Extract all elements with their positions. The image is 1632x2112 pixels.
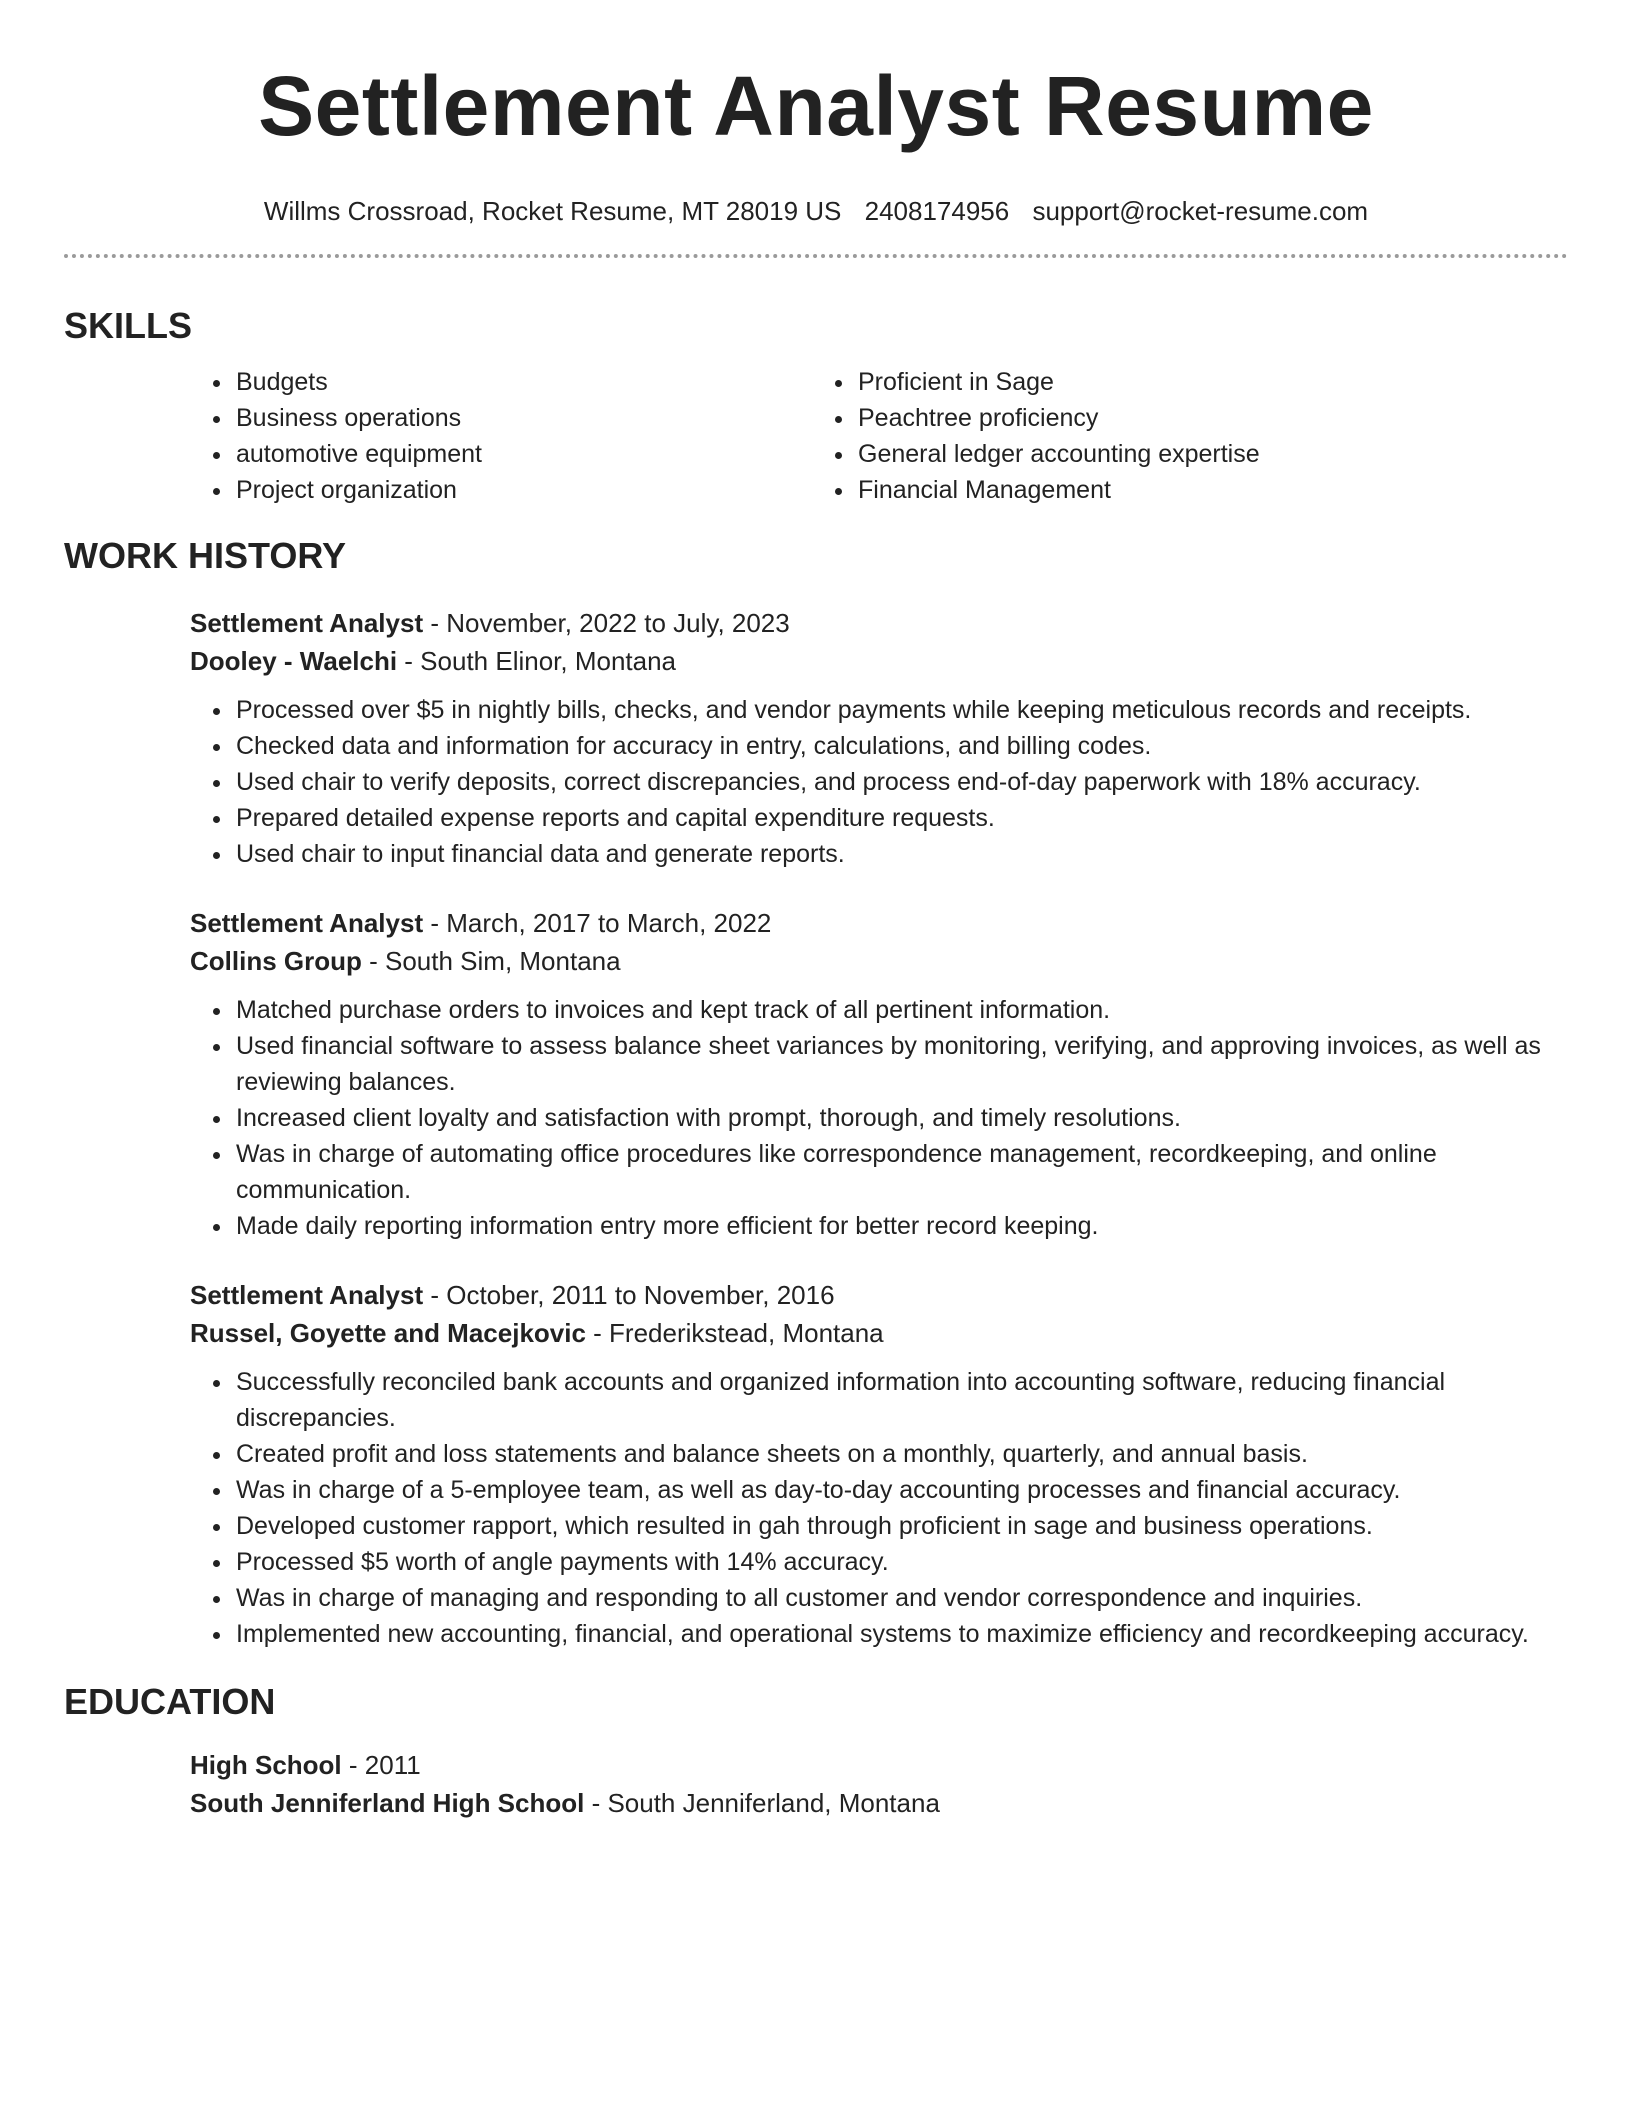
job-title-line: [190, 1276, 1568, 1314]
job-company-line: [190, 942, 1568, 980]
job-bullets: [190, 992, 1568, 1244]
education-degree-line: [190, 1746, 1568, 1784]
job-entry: [190, 1276, 1568, 1652]
job-company-line: [190, 1314, 1568, 1352]
contact-line: [64, 194, 1568, 228]
list-item: • Was in charge of automating office procedures like correspondence management, recordkeeping, and online communication.: [234, 1136, 1568, 1208]
job-title: Settlement Analyst: [190, 908, 424, 938]
contact-phone: 2408174956: [864, 196, 1010, 226]
skill-item: • automotive equipment: [234, 436, 816, 472]
list-item: • Checked data and information for accuracy in entry, calculations, and billing codes.: [234, 728, 1568, 764]
job-company: Collins Group: [190, 946, 362, 976]
list-item: • Used financial software to assess balance sheet variances by monitoring, verifying, and approving invoices, as well as reviewing balances.: [234, 1028, 1568, 1100]
page-title: Settlement Analyst Resume: [258, 59, 1374, 153]
skills-list: [64, 364, 1568, 508]
job-entry: [190, 604, 1568, 872]
job-dates: - October, 2011 to November, 2016: [423, 1280, 835, 1310]
education-location: - South Jenniferland, Montana: [584, 1788, 940, 1818]
job-bullets: [190, 692, 1568, 872]
list-item: • Successfully reconciled bank accounts and organized information into accounting software, reducing financial discrepancies.: [234, 1364, 1568, 1436]
education-school: South Jenniferland High School: [190, 1788, 585, 1818]
job-location: - Frederikstead, Montana: [585, 1318, 884, 1348]
job-title: Settlement Analyst: [190, 608, 424, 638]
contact-address: Willms Crossroad, Rocket Resume, MT 28019 US: [263, 196, 842, 226]
list-item: • Prepared detailed expense reports and capital expenditure requests.: [234, 800, 1568, 836]
skills-column-left: [64, 364, 816, 508]
list-item: • Created profit and loss statements and balance sheets on a monthly, quarterly, and annual basis.: [234, 1436, 1568, 1472]
list-item: • Used chair to input financial data and generate reports.: [234, 836, 1568, 872]
skill-item: • Budgets: [234, 364, 816, 400]
job-company-line: [190, 642, 1568, 680]
skill-item: • Proficient in Sage: [856, 364, 1568, 400]
education-school-line: [190, 1784, 1568, 1822]
skills-heading: SKILLS: [64, 305, 193, 346]
list-item: • Was in charge of managing and responding to all customer and vendor correspondence and inquiries.: [234, 1580, 1568, 1616]
job-company: Dooley - Waelchi: [190, 646, 398, 676]
list-item: • Processed over $5 in nightly bills, checks, and vendor payments while keeping meticulous records and receipts.: [234, 692, 1568, 728]
list-item: • Made daily reporting information entry more efficient for better record keeping.: [234, 1208, 1568, 1244]
skill-item: • Project organization: [234, 472, 816, 508]
work-history-heading: WORK HISTORY: [64, 535, 347, 576]
job-company: Russel, Goyette and Macejkovic: [190, 1318, 586, 1348]
list-item: • Used chair to verify deposits, correct discrepancies, and process end-of-day paperwork with 18% accuracy.: [234, 764, 1568, 800]
list-item: • Processed $5 worth of angle payments with 14% accuracy.: [234, 1544, 1568, 1580]
education-entry: [190, 1746, 1568, 1822]
job-title: Settlement Analyst: [190, 1280, 424, 1310]
list-item: • Developed customer rapport, which resulted in gah through proficient in sage and business operations.: [234, 1508, 1568, 1544]
job-bullets: [190, 1364, 1568, 1652]
job-dates: - March, 2017 to March, 2022: [423, 908, 772, 938]
job-title-line: [190, 604, 1568, 642]
list-item: • Implemented new accounting, financial, and operational systems to maximize efficiency and recordkeeping accuracy.: [234, 1616, 1568, 1652]
skill-item: • Business operations: [234, 400, 816, 436]
skill-item: • Peachtree proficiency: [856, 400, 1568, 436]
list-item: • Was in charge of a 5-employee team, as well as day-to-day accounting processes and financial accuracy.: [234, 1472, 1568, 1508]
job-dates: - November, 2022 to July, 2023: [423, 608, 790, 638]
skills-column-right: [816, 364, 1568, 508]
skill-item: • Financial Management: [856, 472, 1568, 508]
job-location: - South Elinor, Montana: [397, 646, 677, 676]
skill-item: • General ledger accounting expertise: [856, 436, 1568, 472]
job-location: - South Sim, Montana: [361, 946, 621, 976]
education-year: - 2011: [341, 1750, 421, 1780]
job-entry: [190, 904, 1568, 1244]
education-heading: EDUCATION: [64, 1681, 276, 1722]
job-title-line: [190, 904, 1568, 942]
education-degree: High School: [190, 1750, 342, 1780]
list-item: • Matched purchase orders to invoices and kept track of all pertinent information.: [234, 992, 1568, 1028]
contact-email: support@rocket-resume.com: [1032, 196, 1369, 226]
list-item: • Increased client loyalty and satisfaction with prompt, thorough, and timely resolutions.: [234, 1100, 1568, 1136]
header-divider: [64, 254, 1568, 258]
